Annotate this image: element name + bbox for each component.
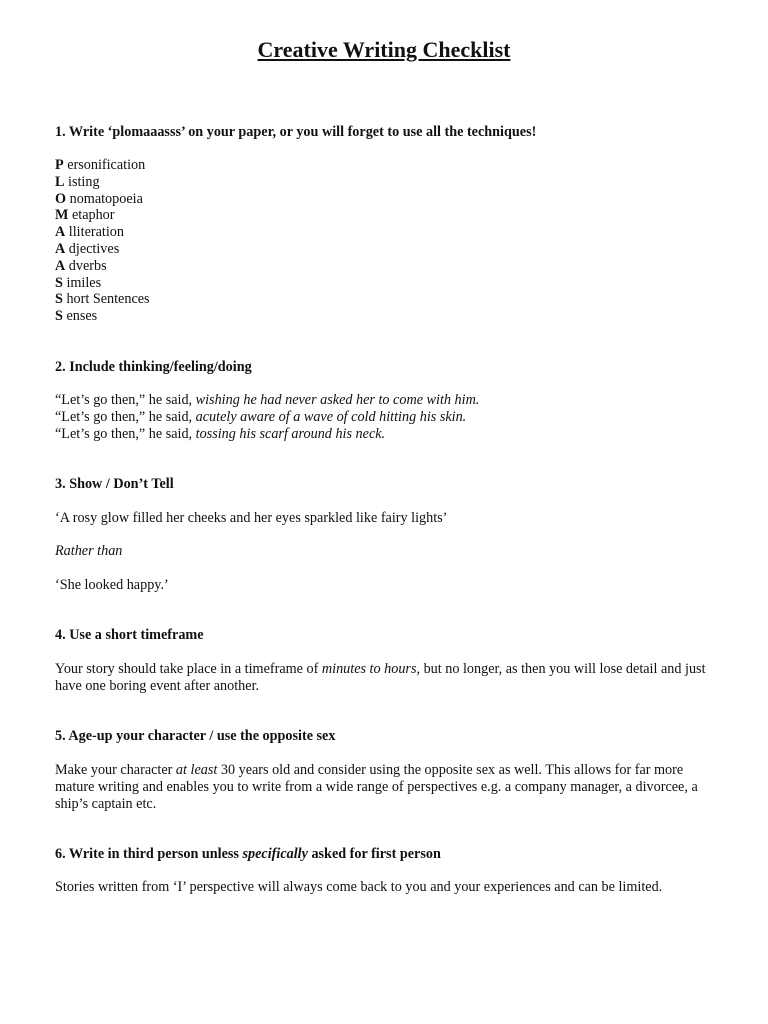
list-item: L isting — [55, 173, 100, 190]
section-2-heading: 2. Include thinking/feeling/doing — [55, 359, 252, 375]
list-item: S enses — [55, 308, 98, 325]
list-item: P ersonification — [55, 157, 146, 173]
list-item: A dverbs — [55, 257, 107, 274]
section-6-text: Stories written from ‘I’ perspective will always come back to you and your experiences and can be limited. — [55, 879, 663, 895]
section-1-heading: 1. Write ‘plomaaasss’ on your paper, or you will forget to use all the techniques! — [55, 124, 537, 140]
section-4-text: Your story should take place in a timeframe of minutes to hours, but no longer, as then you will lose detail and just have one boring event after another. — [55, 661, 706, 694]
list-item: S imiles — [55, 274, 102, 291]
tell-example: ‘She looked happy.’ — [55, 577, 169, 593]
list-item: A djectives — [55, 240, 120, 257]
section-5-text: Make your character at least 30 years old and consider using the opposite sex as well. This allows for far more mature writing and enables you to write from a wide range of perspectives e.g. a company manager, a divorcee, a ship’s captain etc. — [55, 762, 698, 812]
list-item: M etaphor — [55, 207, 115, 224]
section-3-heading: 3. Show / Don’t Tell — [55, 476, 174, 492]
page-title: Creative Writing Checklist — [257, 37, 511, 62]
show-example: ‘A rosy glow filled her cheeks and her eyes sparkled like fairy lights’ — [55, 510, 448, 526]
rather-than-text: Rather than — [55, 543, 123, 559]
list-item: A lliteration — [55, 224, 124, 241]
thinking-feeling-doing-examples — [55, 392, 715, 442]
plomaaasss-list — [55, 157, 715, 325]
section-4-heading: 4. Use a short timeframe — [55, 627, 204, 643]
example-line: “Let’s go then,” he said, wishing he had never asked her to come with him. — [55, 392, 480, 408]
list-item: O nomatopoeia — [55, 190, 143, 207]
list-item: S hort Sentences — [55, 291, 150, 308]
section-5-heading: 5. Age-up your character / use the opposite sex — [55, 728, 336, 744]
section-6-heading: 6. Write in third person unless specifically asked for first person — [55, 846, 441, 862]
example-line: “Let’s go then,” he said, acutely aware of a wave of cold hitting his skin. — [55, 408, 467, 425]
example-line: “Let’s go then,” he said, tossing his scarf around his neck. — [55, 425, 386, 442]
